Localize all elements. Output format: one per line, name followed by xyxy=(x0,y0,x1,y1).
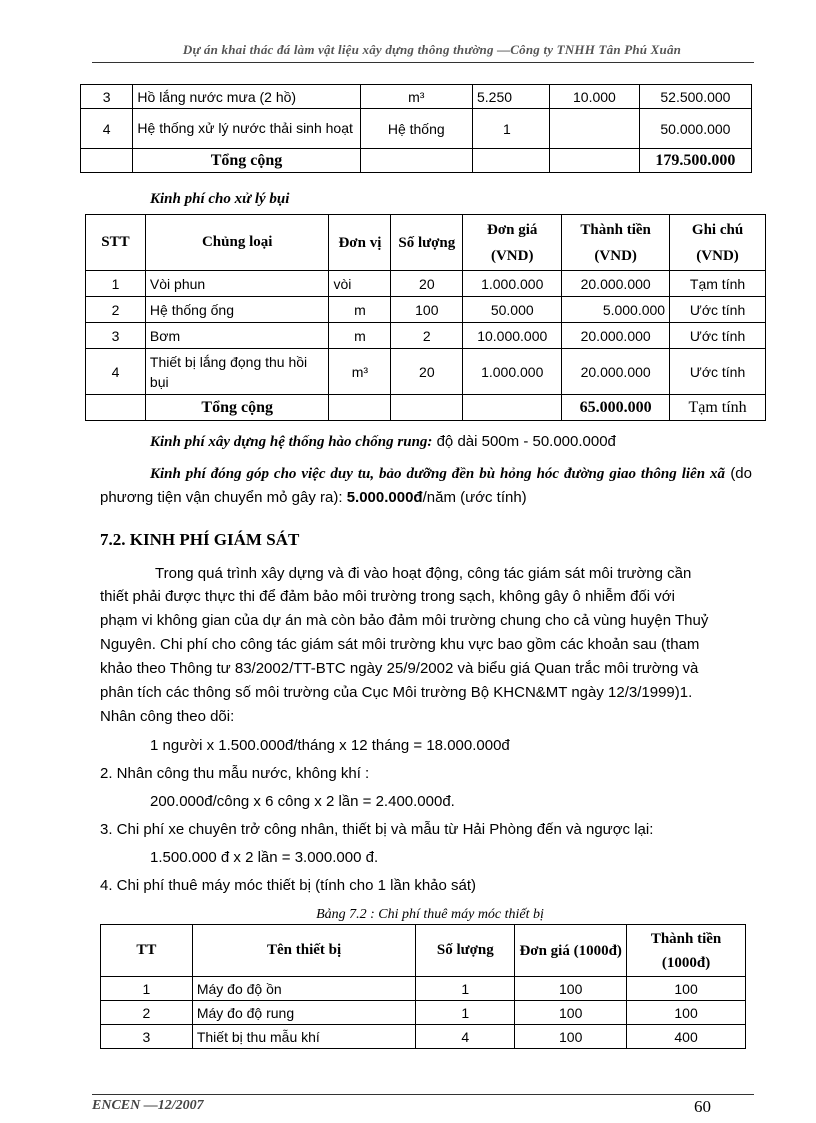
table-cell: 100 xyxy=(515,977,627,1001)
table-cell: 5.250 xyxy=(472,85,549,109)
table-cell: Bơm xyxy=(145,323,329,349)
page-number: 60 xyxy=(694,1097,711,1116)
table-cell: m xyxy=(329,323,391,349)
table-cell xyxy=(549,149,639,173)
footer-divider xyxy=(92,1094,754,1095)
table-cell: 100 xyxy=(627,1001,746,1025)
table-cell: vòi xyxy=(329,271,391,297)
table-cell xyxy=(463,395,562,421)
table-cell: Ước tính xyxy=(670,297,766,323)
column-header: Đơn vị xyxy=(329,215,391,271)
table-cell: Hồ lắng nước mưa (2 hồ) xyxy=(133,85,360,109)
intro-line: Nhân công theo dõi: xyxy=(100,708,235,725)
table-cell: 3 xyxy=(81,85,133,109)
table-cell: 1.000.000 xyxy=(463,349,562,395)
table-header-row xyxy=(101,925,746,977)
intro-line: phân tích các thông số môi trường của Cục Môi trường Bộ KHCN&MT ngày 12/3/1999)1. xyxy=(100,684,693,701)
column-header: STT xyxy=(86,215,146,271)
table-cell: m³ xyxy=(360,85,472,109)
total-note: Tạm tính xyxy=(670,395,766,421)
road-cost-amount: 5.000.000đ xyxy=(346,489,423,506)
table-cell: Máy đo độ rung xyxy=(192,1001,416,1025)
table-row xyxy=(81,109,752,149)
table-cell: 4 xyxy=(86,349,146,395)
cost-table-continued xyxy=(80,84,752,173)
table-cell: 1.000.000 xyxy=(463,271,562,297)
table-cell xyxy=(81,149,133,173)
table-cell: 2 xyxy=(101,1001,193,1025)
table-cell: 1 xyxy=(416,977,515,1001)
table-cell: Máy đo độ ồn xyxy=(192,977,416,1001)
column-header: Thành tiền (VND) xyxy=(562,215,670,271)
table-header-row xyxy=(86,215,766,271)
road-cost-suffix: /năm (ước tính) xyxy=(422,489,527,506)
table-cell xyxy=(329,395,391,421)
table-cell: m xyxy=(329,297,391,323)
table-cell: 1 xyxy=(86,271,146,297)
table-cell: 10.000.000 xyxy=(463,323,562,349)
table-cell: 400 xyxy=(627,1025,746,1049)
table-row xyxy=(86,349,766,395)
intro-line: khảo theo Thông tư 83/2002/TT-BTC ngày 25/9/2002 và biểu giá Quan trắc môi trường và xyxy=(100,660,699,677)
list-item: 4. Chi phí thuê máy móc thiết bị (tính cho 1 lần khảo sát) xyxy=(100,877,477,894)
table-cell: Hệ thống xyxy=(360,109,472,149)
table-cell: 20.000.000 xyxy=(562,271,670,297)
table-cell: 2 xyxy=(86,297,146,323)
intro-line: Trong quá trình xây dựng và đi vào hoạt động, công tác giám sát môi trường cần xyxy=(155,565,692,582)
list-item: 1.500.000 đ x 2 lần = 3.000.000 đ. xyxy=(150,849,379,866)
header-divider xyxy=(92,62,754,63)
column-header: Số lượng xyxy=(416,925,515,977)
dust-cost-title: Kinh phí cho xử lý bụi xyxy=(150,191,290,207)
road-cost-label: Kinh phí đóng góp cho việc duy tu, bảo dưỡng đền bù hỏng hóc đường giao thông liên xã xyxy=(150,466,725,482)
table-cell: 52.500.000 xyxy=(639,85,751,109)
page-header: Dự án khai thác đá làm vật liệu xây dựng thông thường —Công ty TNHH Tân Phú Xuân xyxy=(182,42,682,57)
table-cell: Tạm tính xyxy=(670,271,766,297)
table-cell: Vòi phun xyxy=(145,271,329,297)
table-cell xyxy=(360,149,472,173)
equipment-cost-table xyxy=(100,924,746,1049)
table-cell xyxy=(391,395,463,421)
column-header: Đơn giá (VND) xyxy=(463,215,562,271)
table-cell: 5.000.000 xyxy=(562,297,670,323)
table-cell: Ước tính xyxy=(670,349,766,395)
list-item: 200.000đ/công x 6 công x 2 lần = 2.400.000đ. xyxy=(150,793,455,810)
table-row xyxy=(81,85,752,109)
trench-cost-text: độ dài 500m - 50.000.000đ xyxy=(432,433,616,450)
table-cell: 2 xyxy=(391,323,463,349)
road-cost-text: (do phương tiện vận chuyển mỏ gây ra): xyxy=(100,465,752,506)
table-cell: 3 xyxy=(86,323,146,349)
table-cell: m³ xyxy=(329,349,391,395)
table-cell: 4 xyxy=(81,109,133,149)
table-cell: 100 xyxy=(515,1001,627,1025)
trench-cost-paragraph xyxy=(150,430,760,454)
table-row xyxy=(86,323,766,349)
column-header: Số lượng xyxy=(391,215,463,271)
table-row xyxy=(86,297,766,323)
total-value: 179.500.000 xyxy=(639,149,751,173)
column-header: Thành tiền (1000đ) xyxy=(627,925,746,977)
table-cell xyxy=(549,109,639,149)
table-row xyxy=(101,1001,746,1025)
column-header: Ghi chú (VND) xyxy=(670,215,766,271)
list-item: 3. Chi phí xe chuyên trở công nhân, thiết bị và mẫu từ Hải Phòng đến và ngược lại: xyxy=(100,821,654,838)
table-cell: 1 xyxy=(101,977,193,1001)
table-cell: 1 xyxy=(472,109,549,149)
column-header: TT xyxy=(101,925,193,977)
column-header: Đơn giá (1000đ) xyxy=(515,925,627,977)
table-cell: 50.000 xyxy=(463,297,562,323)
total-value: 65.000.000 xyxy=(562,395,670,421)
list-item: 2. Nhân công thu mẫu nước, không khí : xyxy=(100,765,370,782)
table-cell: Hệ thống ống xyxy=(145,297,329,323)
table-cell: Hệ thống xử lý nước thải sinh hoạt xyxy=(133,109,360,149)
intro-line: phạm vi không gian của dự án mà còn bảo đảm môi trường chung cho cả vùng huyện Thuỷ xyxy=(100,612,709,629)
table-cell: 20 xyxy=(391,271,463,297)
table-cell: 4 xyxy=(416,1025,515,1049)
total-label: Tổng cộng xyxy=(133,149,360,173)
table-cell xyxy=(86,395,146,421)
table-cell xyxy=(472,149,549,173)
table-row xyxy=(101,977,746,1001)
column-header: Tên thiết bị xyxy=(192,925,416,977)
table-cell: 20 xyxy=(391,349,463,395)
table-cell: 10.000 xyxy=(549,85,639,109)
intro-line: thiết phải được thực thi để đảm bảo môi trường trong sạch, không gây ô nhiễm đối với xyxy=(100,588,675,605)
trench-cost-label: Kinh phí xây dựng hệ thống hào chống rung: xyxy=(150,434,433,450)
table-row xyxy=(86,271,766,297)
table-cell: Ước tính xyxy=(670,323,766,349)
table-cell: 20.000.000 xyxy=(562,349,670,395)
table-cell: 50.000.000 xyxy=(639,109,751,149)
table-cell: 1 xyxy=(416,1001,515,1025)
table-cell: Thiết bị lắng đọng thu hồi bụi xyxy=(145,349,329,395)
table-caption: Bảng 7.2 : Chi phí thuê máy móc thiết bị xyxy=(316,907,544,922)
table-cell: Thiết bị thu mẫu khí xyxy=(192,1025,416,1049)
table-cell: 3 xyxy=(101,1025,193,1049)
table-row-total xyxy=(81,149,752,173)
table-row-total xyxy=(86,395,766,421)
table-row xyxy=(101,1025,746,1049)
table-cell: 100 xyxy=(391,297,463,323)
section-title: 7.2. KINH PHÍ GIÁM SÁT xyxy=(100,530,300,549)
dust-cost-table xyxy=(85,214,766,421)
table-cell: 100 xyxy=(515,1025,627,1049)
column-header: Chủng loại xyxy=(145,215,329,271)
road-cost-paragraph xyxy=(100,462,752,510)
total-label: Tổng cộng xyxy=(145,395,329,421)
list-item: 1 người x 1.500.000đ/tháng x 12 tháng = 18.000.000đ xyxy=(150,737,510,754)
table-cell: 100 xyxy=(627,977,746,1001)
footer-label: ENCEN —12/2007 xyxy=(92,1098,204,1113)
intro-line: Nguyên. Chi phí cho công tác giám sát môi trường khu vực bao gồm các khoản sau (tham xyxy=(100,636,700,653)
table-cell: 20.000.000 xyxy=(562,323,670,349)
